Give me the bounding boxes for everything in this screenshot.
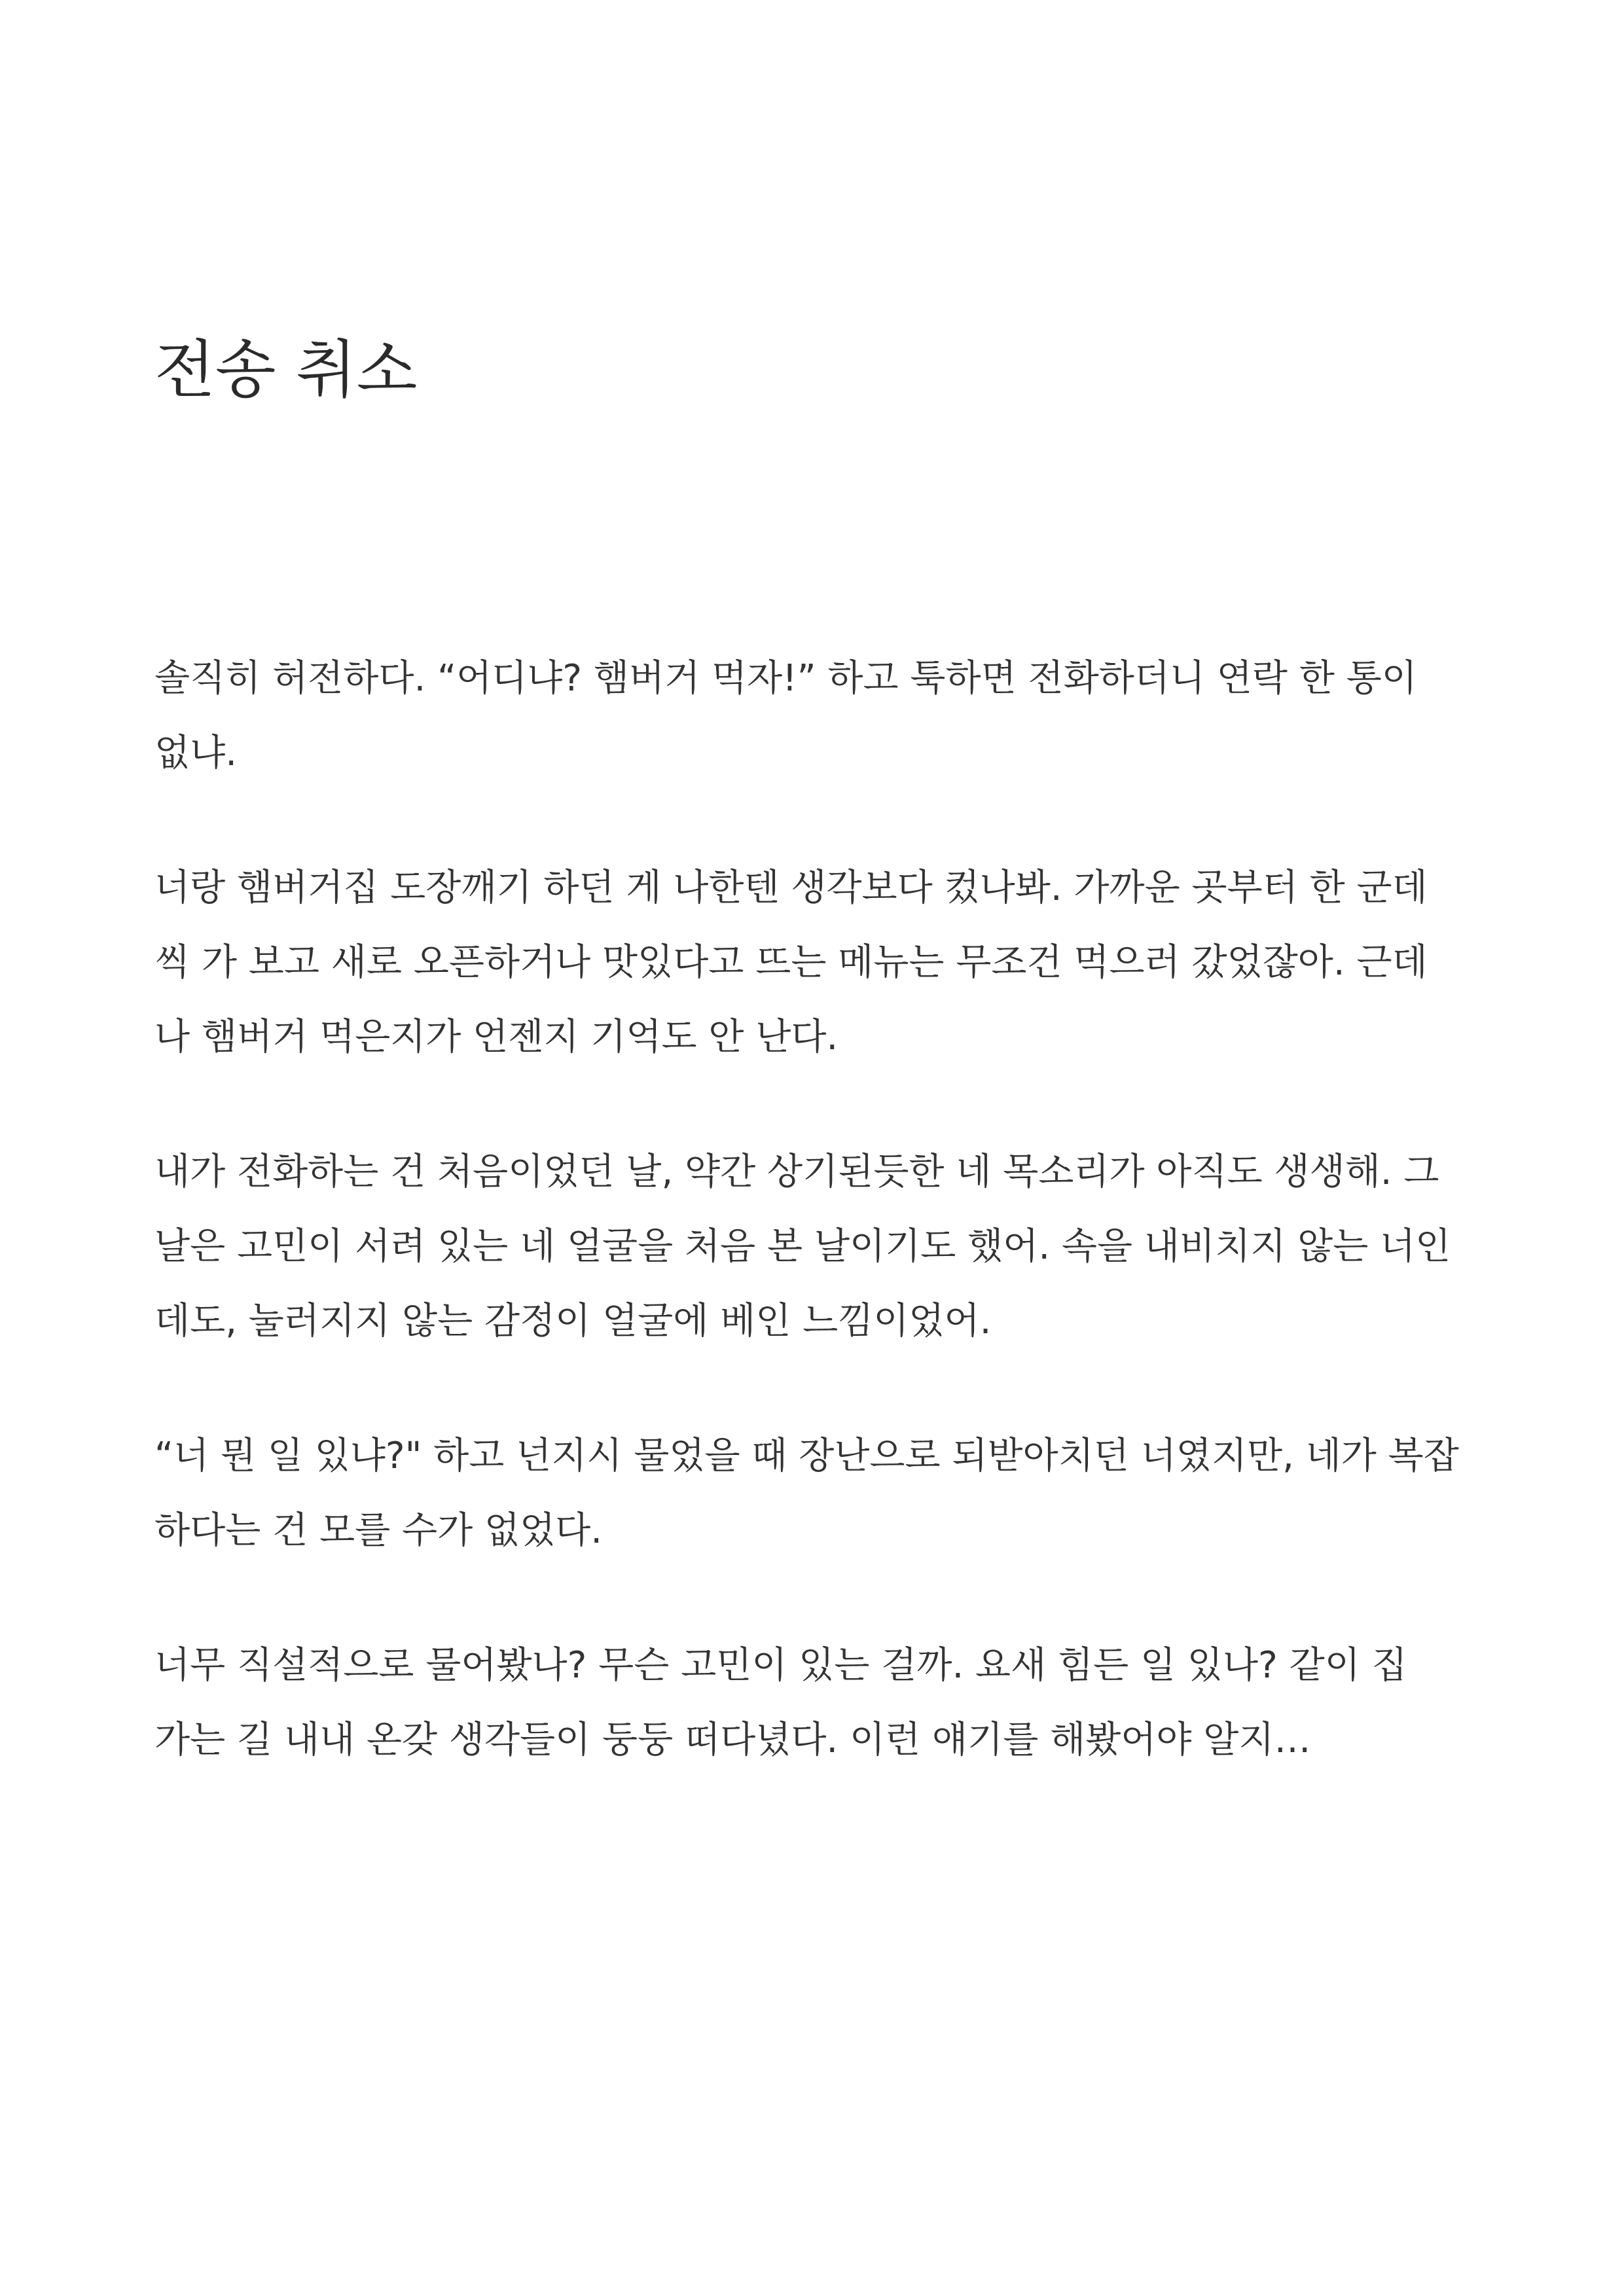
paragraph-line: 너무 직설적으로 물어봤나? 무슨 고민이 있는 걸까. 요새 힘든 일 있나? 같이 집 <box>154 1644 1407 1687</box>
document-body <box>154 641 1483 1838</box>
document-title: 전송 취소 <box>154 333 418 406</box>
paragraph-1 <box>154 641 1483 791</box>
paragraph-2 <box>154 851 1483 1075</box>
paragraph-line: 내가 전화하는 건 처음이었던 날, 약간 상기된듯한 네 목소리가 아직도 생생해. 그 <box>154 1151 1439 1193</box>
paragraph-5 <box>154 1628 1483 1778</box>
paragraph-line: 하다는 건 모를 수가 없었다. <box>154 1509 603 1552</box>
paragraph-4 <box>154 1419 1483 1568</box>
paragraph-line: 솔직히 허전하다. “어디냐? 햄버거 먹자!” 하고 툭하면 전화하더니 연락 한 통이 <box>154 657 1417 700</box>
paragraph-line: “너 뭔 일 있냐?" 하고 넌지시 물었을 때 장난으로 되받아치던 너였지만, 네가 복잡 <box>154 1435 1459 1477</box>
paragraph-line: 가는 길 내내 온갖 생각들이 둥둥 떠다녔다. 이런 얘기를 해봤어야 알지… <box>154 1719 1311 1761</box>
paragraph-line: 나 햄버거 먹은지가 언젠지 기억도 안 난다. <box>154 1016 839 1058</box>
paragraph-line: 날은 고민이 서려 있는 네 얼굴을 처음 본 날이기도 했어. 속을 내비치지 않는 너인 <box>154 1225 1451 1268</box>
paragraph-3 <box>154 1135 1483 1359</box>
paragraph-line: 씩 가 보고 새로 오픈하거나 맛있다고 뜨는 메뉴는 무조건 먹으러 갔었잖아. 근데 <box>154 941 1428 984</box>
paragraph-line: 데도, 눌러지지 않는 감정이 얼굴에 베인 느낌이었어. <box>154 1300 992 1342</box>
paragraph-line: 너랑 햄버거집 도장깨기 하던 게 나한텐 생각보다 컸나봐. 가까운 곳부터 한 군데 <box>154 867 1428 909</box>
paragraph-line: 없냐. <box>154 732 237 774</box>
